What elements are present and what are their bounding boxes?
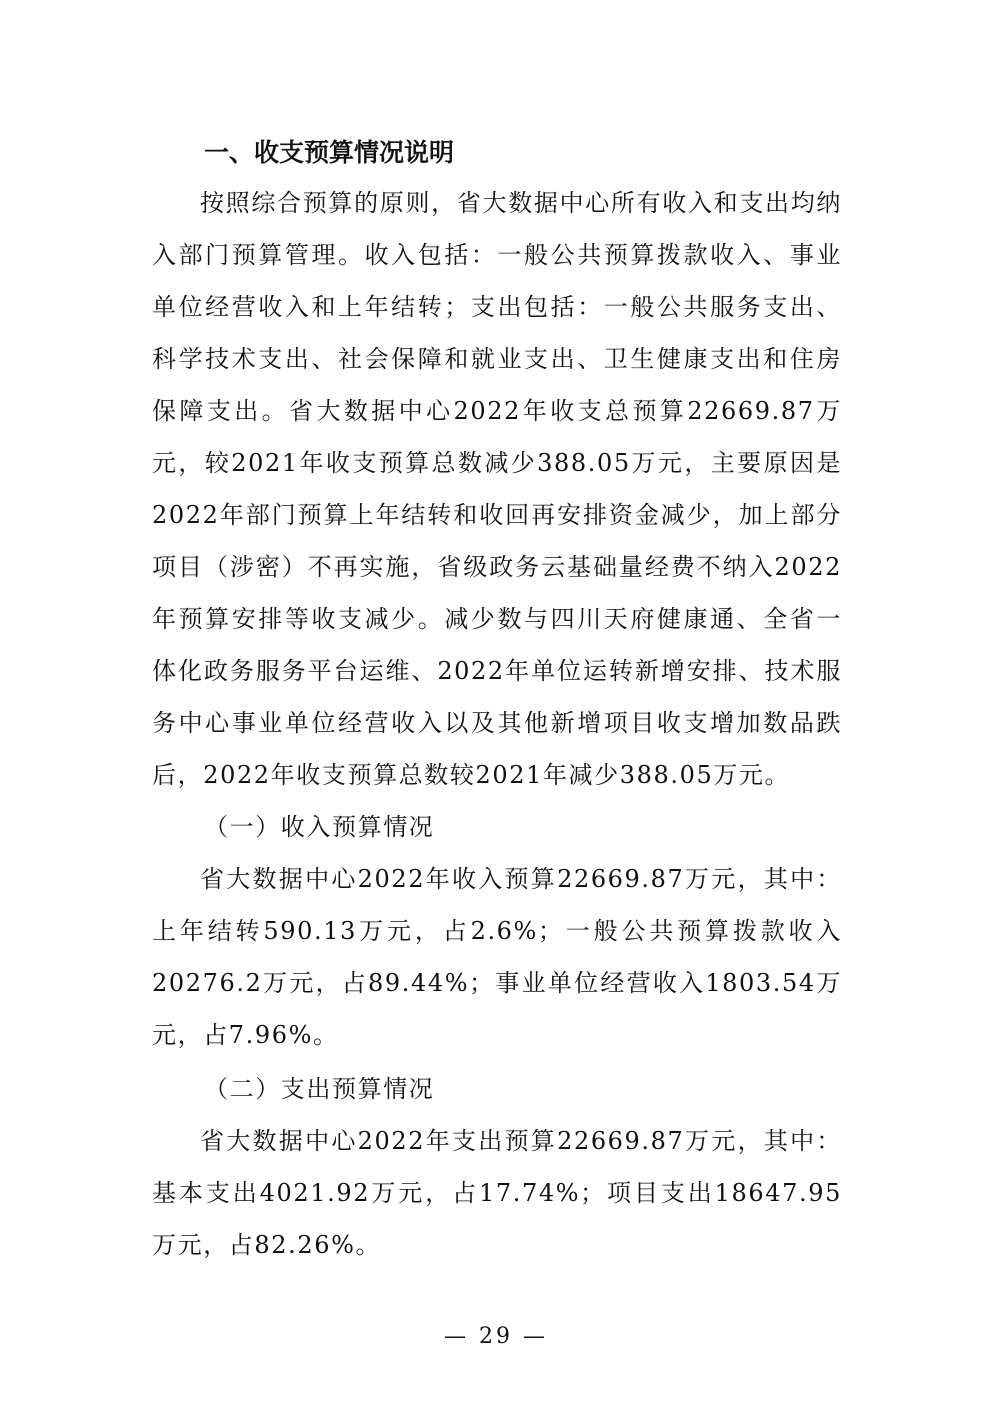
- income-heading: （一）收入预算情况: [204, 813, 435, 841]
- intro-paragraph: 按照综合预算的原则，省大数据中心所有收入和支出均纳入部门预算管理。收入包括：一般公共预算拨款收入、事业单位经营收入和上年结转；支出包括：一般公共服务支出、科学技术支出、社会保障和就业支出、卫生健康支出和住房保障支出。省大数据中心2022年收支总预算22669.87万元，较2021年收支预算总数减少388.05万元，主要原因是2022年部门预算上年结转和收回再安排资金减少，加上部分项目（涉密）不再实施，省级政务云基础量经费不纳入2022年预算安排等收支减少。减少数与四川天府健康通、全省一体化政务服务平台运维、2022年单位运转新增安排、技术服务中心事业单位经营收入以及其他新增项目收支增加数品跌后，2022年收支预算总数较2021年减少388.05万元。: [152, 189, 842, 789]
- expense-heading: （二）支出预算情况: [204, 1075, 435, 1103]
- document-body: [152, 128, 842, 1271]
- section-heading: 一、收支预算情况说明: [204, 138, 455, 167]
- page-number: — 29 —: [444, 1324, 548, 1349]
- expense-paragraph: 省大数据中心2022年支出预算22669.87万元，其中：基本支出4021.92万元，占17.74%；项目支出18647.95万元，占82.26%。: [152, 1127, 842, 1259]
- income-paragraph: 省大数据中心2022年收入预算22669.87万元，其中：上年结转590.13万元，占2.6%；一般公共预算拨款收入20276.2万元，占89.44%；事业单位经营收入1803.54万元，占7.96%。: [152, 865, 842, 1049]
